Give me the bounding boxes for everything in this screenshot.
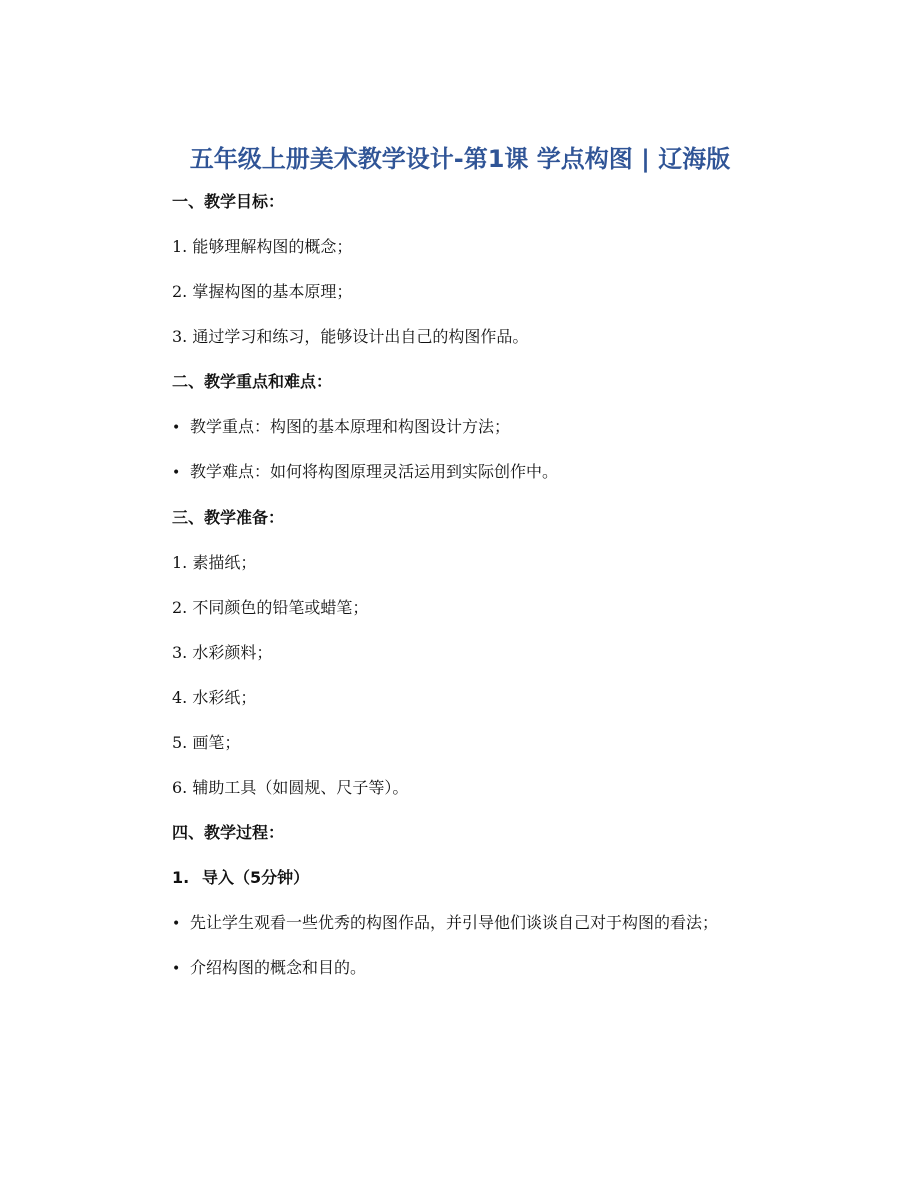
subheading-number: 1.: [172, 868, 190, 887]
preparation-item-4: 4. 水彩纸；: [172, 688, 257, 707]
preparation-item-6: 6. 辅助工具（如圆规、尺子等）。: [172, 778, 409, 797]
preparation-item-3: 3. 水彩颜料；: [172, 643, 273, 662]
process-text: 先让学生观看一些优秀的构图作品，并引导他们谈谈自己对于构图的看法；: [190, 913, 719, 932]
bullet-icon: •: [172, 420, 181, 436]
bullet-icon: •: [172, 961, 181, 977]
objective-item-3: 3. 通过学习和练习，能够设计出自己的构图作品。: [172, 327, 529, 346]
objective-item-1: 1. 能够理解构图的概念；: [172, 237, 353, 256]
key-point-bullet-2: [172, 460, 558, 485]
section-heading-objectives: 一、教学目标：: [172, 192, 285, 211]
key-point-text: 教学重点：构图的基本原理和构图设计方法；: [190, 417, 511, 436]
document-title: 五年级上册美术教学设计-第1课 学点构图 | 辽海版: [189, 145, 731, 173]
difficulty-text: 教学难点：如何将构图原理灵活运用到实际创作中。: [190, 462, 559, 481]
preparation-item-5: 5. 画笔；: [172, 733, 241, 752]
bullet-icon: •: [172, 465, 181, 481]
preparation-item-1: 1. 素描纸；: [172, 553, 257, 572]
process-subheading: [172, 866, 309, 890]
section-heading-process: 四、教学过程：: [172, 823, 285, 842]
key-point-bullet-1: [172, 415, 510, 440]
preparation-item-2: 2. 不同颜色的铅笔或蜡笔；: [172, 598, 369, 617]
process-text: 介绍构图的概念和目的。: [190, 958, 367, 977]
section-heading-preparation: 三、教学准备：: [172, 508, 285, 527]
section-heading-key-points: 二、教学重点和难点：: [172, 372, 333, 391]
process-bullet-2: [172, 956, 366, 981]
subheading-text: 导入（5分钟）: [202, 868, 310, 887]
objective-item-2: 2. 掌握构图的基本原理；: [172, 282, 353, 301]
process-bullet-1: [172, 911, 718, 936]
bullet-icon: •: [172, 916, 181, 932]
